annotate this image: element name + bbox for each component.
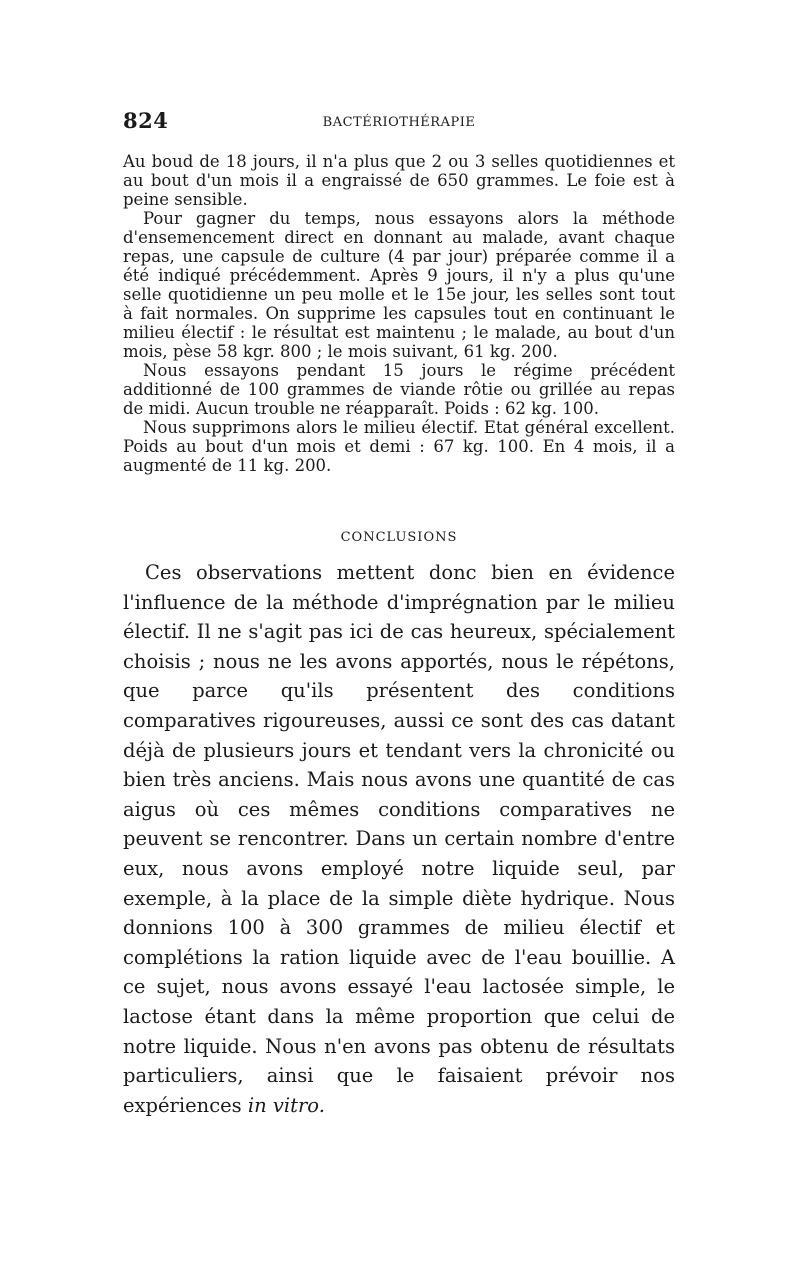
paragraph: Pour gagner du temps, nous essayons alors la méthode d'ensemencement direct en donnant au malade, avant chaque repas, une capsule de culture (4 par jour) préparée comme il a été indiqué précédemment. Après 9 jours, il n'y a plus qu'une selle quotidienne un peu molle et le 15e jour, les selles sont tout à fait normales. On supprime les capsules tout en continuant le milieu électif : le résultat est maintenu ; le malade, au bout d'un mois, pèse 58 kgr. 800 ; le mois suivant, 61 kg. 200. <box>123 209 675 361</box>
paragraph: Nous supprimons alors le milieu électif. Etat général excellent. Poids au bout d'un mois et demi : 67 kg. 100. En 4 mois, il a augmenté de 11 kg. 200. <box>123 418 675 475</box>
paragraph: Nous essayons pendant 15 jours le régime précédent additionné de 100 grammes de viande rôtie ou grillée au repas de midi. Aucun trouble ne réapparaît. Poids : 62 kg. 100. <box>123 361 675 418</box>
conclusions-text <box>123 558 675 1120</box>
conclusion-italic-text: in vitro. <box>247 1093 325 1117</box>
page-number: 824 <box>123 108 169 133</box>
conclusion-main-text: Ces observations mettent donc bien en évidence l'influence de la méthode d'imprégnation par le milieu électif. Il ne s'agit pas ici de cas heureux, spécialement choisis ; nous ne les avons apportés, nous le répétons, que parce qu'ils présentent des conditions comparatives rigoureuses, aussi ce sont des cas datant déjà de plusieurs jours et tendant vers la chronicité ou bien très anciens. Mais nous avons une quantité de cas aigus où ces mêmes conditions comparatives ne peuvent se rencontrer. Dans un certain nombre d'entre eux, nous avons employé notre liquide seul, par exemple, à la place de la simple diète hydrique. Nous donnions 100 à 300 grammes de milieu électif et complétions la ration liquide avec de l'eau bouillie. A ce sujet, nous avons essayé l'eau lactosée simple, le lactose étant dans la même proportion que celui de notre liquide. Nous n'en avons pas obtenu de résultats particuliers, ainsi que le faisaient prévoir nos expériences <box>123 561 675 1117</box>
conclusion-paragraph <box>123 558 675 1120</box>
paragraph: Au boud de 18 jours, il n'a plus que 2 ou 3 selles quotidiennes et au bout d'un mois il a engraissé de 650 grammes. Le foie est à peine sensible. <box>123 152 675 209</box>
running-title: BACTÉRIOTHÉRAPIE <box>322 115 476 130</box>
running-head <box>123 108 675 138</box>
case-report-text <box>123 152 675 475</box>
section-title: CONCLUSIONS <box>340 530 458 545</box>
